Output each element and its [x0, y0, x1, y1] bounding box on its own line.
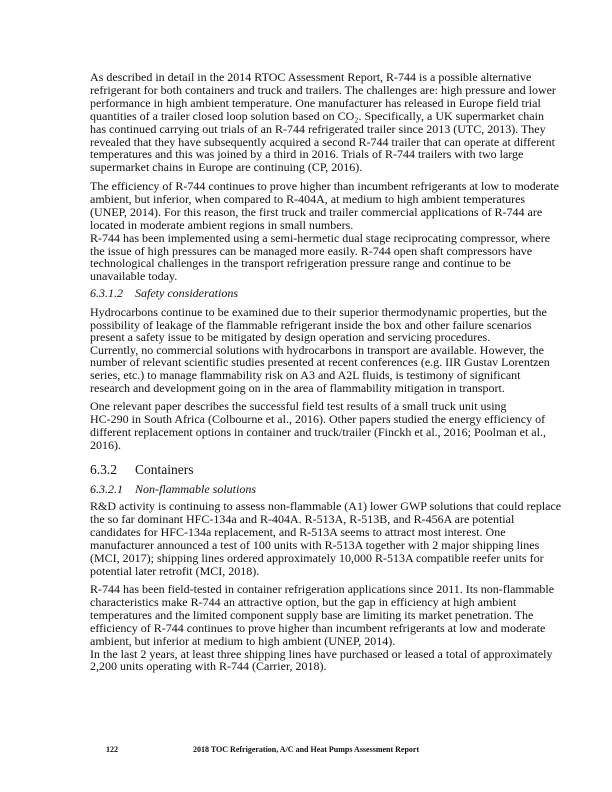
text-line: supermarket chains in Europe are continuing (CP, 2016). [90, 160, 363, 175]
text-line: refrigerant for both containers and truck and trailers. The challenges are: high pressure and lower [90, 82, 556, 97]
text-line: 2016). [90, 437, 121, 452]
text-line: revealed that they have subsequently acquired a second R-744 trailer that can operate at different [90, 134, 555, 149]
text-line: temperatures and this was joined by a third in 2016. Trials of R-744 trailers with two large [90, 147, 524, 162]
text-line: temperatures and the limited component supply base are limiting its market penetration. The [90, 607, 534, 622]
text-line: manufacturer announced a test of 100 units with R-513A together with 2 major shipping lines [90, 537, 540, 552]
text-line: One relevant paper describes the successful field test results of a small truck unit using [90, 399, 507, 413]
text-line: present a safety issue to be mitigated by design operation and servicing procedures. [90, 330, 491, 345]
text-line: technological challenges in the transport refrigeration pressure range and continue to be [90, 256, 511, 271]
paragraph-hydrocarbons [90, 306, 550, 394]
heading-containers [90, 462, 194, 478]
paragraph-r744-trailers [90, 71, 556, 174]
heading-title: Non-flammable solutions [135, 482, 257, 496]
text-line: performance in high ambient temperature. One manufacturer has released in Europe field trial [90, 95, 541, 110]
heading-number: 6.3.2 [90, 462, 117, 477]
text-line: ambient, but inferior at medium to high ambient (UNEP, 2014). [90, 633, 396, 648]
text-line: characteristics make R-744 an attractive option, but the gap in efficiency at high ambient [90, 594, 517, 609]
text-line: 2,200 units operating with R-744 (Carrier, 2018). [90, 659, 327, 674]
footer-title: 2018 TOC Refrigeration, A/C and Heat Pumps Assessment Report [193, 745, 420, 754]
text-line: unavailable today. [90, 269, 178, 284]
text-line: series, etc.) to manage flammability risk on A3 and A2L fluids, is testimony of significant [90, 367, 521, 382]
text-line: the issue of high pressures can be managed more easily. R-744 open shaft compressors have [90, 243, 533, 258]
text-line: research and development going on in the area of flammability mitigation in transport. [90, 380, 505, 395]
text-line: Currently, no commercial solutions with hydrocarbons in transport are available. However, the [90, 342, 544, 357]
heading-title: Containers [135, 462, 194, 477]
text-line: (MCI, 2017); shipping lines ordered approximately 10,000 R-513A compatible reefer units for [90, 550, 544, 565]
text-line: As described in detail in the 2014 RTOC Assessment Report, R-744 is a possible alternative [90, 70, 532, 84]
text-line: ambient, but inferior, when compared to R-404A, at medium to high ambient temperatures [90, 191, 526, 206]
heading-title: Safety considerations [135, 286, 238, 300]
text-line: In the last 2 years, at least three shipping lines have purchased or leased a total of approximately [90, 646, 553, 661]
text-line: number of relevant scientific studies presented at recent conferences (e.g. IIR Gustav Lorentzen [90, 355, 550, 370]
text-line: (UNEP, 2014). For this reason, the first truck and trailer commercial applications of R-744 are [90, 204, 543, 219]
heading-number: 6.3.2.1 [90, 482, 123, 496]
text-line: HC-290 in South Africa (Colbourne et al., 2016). Other papers studied the energy efficiency of [90, 411, 546, 426]
text-line: candidates for HFC-134a replacement, and R-513A seems to attract most interest. One [90, 524, 506, 539]
text-line: different replacement options in container and truck/trailer (Finckh et al., 2016; Poolman et al., [90, 424, 546, 439]
text-line: potential later retrofit (MCI, 2018). [90, 563, 260, 578]
heading-number: 6.3.1.2 [90, 286, 123, 300]
page-number: 122 [106, 745, 118, 754]
text-line: possibility of leakage of the flammable refrigerant inside the box and other failure scenarios [90, 317, 532, 332]
paragraph-rd-activity [90, 500, 561, 577]
text-line: the so far dominant HFC-134a and R-404A. R-513A, R-513B, and R-456A are potential [90, 511, 515, 526]
text-line: has continued carrying out trials of an R-744 refrigerated trailer since 2013 (UTC, 2013). They [90, 121, 546, 136]
paragraph-r744-containers [90, 583, 554, 673]
text-line: Hydrocarbons continue to be examined due to their superior thermodynamic properties, but the [90, 305, 547, 319]
text-line: R-744 has been field-tested in container refrigeration applications since 2011. Its non-flammable [90, 582, 555, 596]
heading-safety-considerations [90, 286, 238, 301]
text-line: located in moderate ambient regions in small numbers. [90, 217, 354, 232]
text-line: quantities of a trailer closed loop solution based on CO₂. Specifically, a UK supermarket chain [90, 108, 544, 123]
heading-non-flammable-solutions [90, 482, 256, 497]
paragraph-field-test [90, 400, 546, 452]
text-line: efficiency of R-744 continues to prove higher than incumbent refrigerants at low and moderate [90, 620, 546, 635]
text-line: R-744 has been implemented using a semi-hermetic dual stage reciprocating compressor, where [90, 230, 551, 245]
paragraph-r744-efficiency [90, 180, 559, 283]
text-line: R&D activity is continuing to assess non-flammable (A1) lower GWP solutions that could replace [90, 499, 562, 513]
text-line: The efficiency of R-744 continues to prove higher than incumbent refrigerants at low to moderate [90, 179, 559, 193]
